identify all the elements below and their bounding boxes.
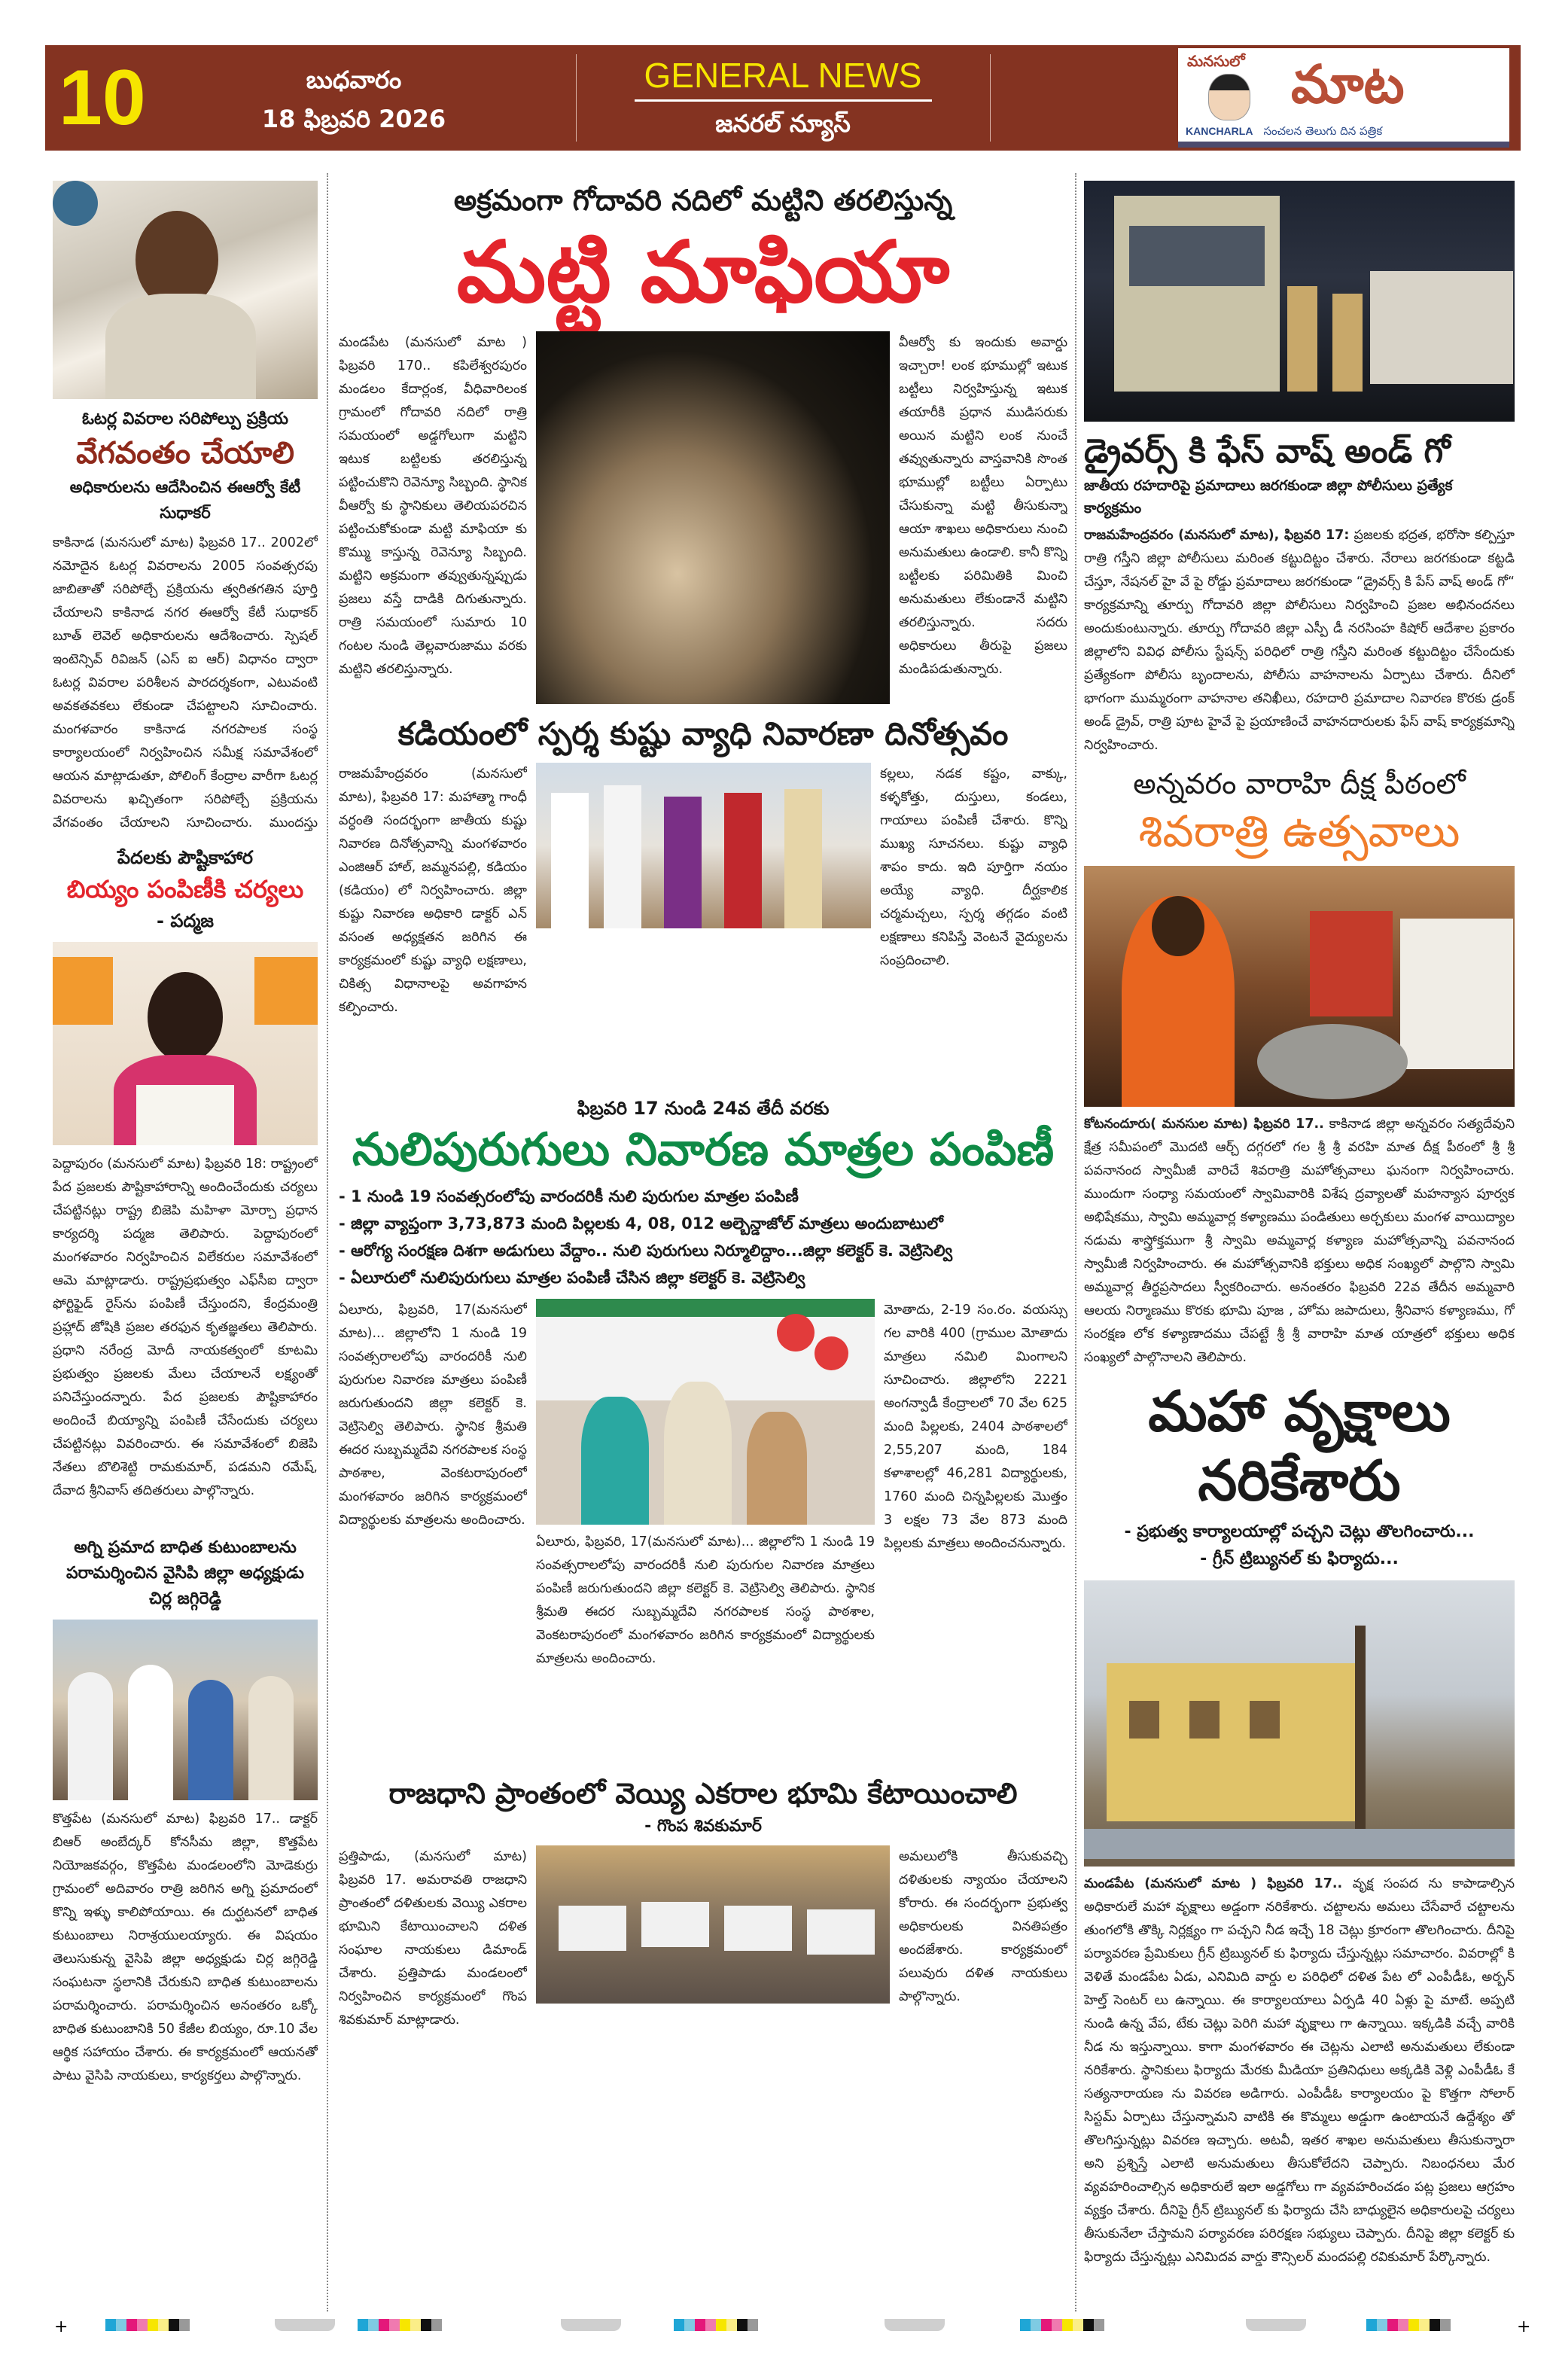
story-body: వీఆర్వో కు ఇందుకు అవార్డు ఇచ్చారా! లంక భూముల్లో ఇటుక బట్టీలు నిర్వహిస్తున్న ఇటుక తయారీకి ప్రధాన ముడిసరుకు అయిన మట్టిని లంక నుంచే తవ్వుతున్నారు వాస్తవానికి సొంత భూముల్లో బట్టీలు ఏర్పాటు చేసుకున్నా మట్టి తీసుకున్నా ఆయా శాఖలు అధికారులు నుంచి అనుమతులు ఉండాలి. కానీ కొన్ని బట్టీలకు పరిమితికి మించి అనుమతులు లేకుండానే మట్టిని తరలిస్తున్నారు. సదరు అధికారులు తీరుపై ప్రజలు మండిపడుతున్నారు.	[899, 335, 1067, 677]
gray-patch	[561, 2319, 621, 2331]
story-body: మండపేట (మనసులో మాట ) ఫిబ్రవరి 170.. కపిలేశ్వరపురం మండలం కేదార్లంక, వీధివారిలంక గ్రామంలో గోదావరి నదిలో రాత్రి సమయంలో అడ్డగోలుగా మట్టిని ఇటుక బట్టిలకు తరలిస్తున్న పట్టించుకొని రెవెన్యూ సిబ్బంది. స్థానిక వీఆర్వో కు స్థానికులు తెలియపరచిన పట్టించుకోకుండా మట్టి మాఫియా కు కొమ్ము కాస్తున్న రెవెన్యూ సిబ్బంది. మట్టిని అక్రమంగా తవ్వుతున్నప్పుడు ప్రజలు వస్తే దాడికి దిగుతున్నారు. రాత్రి సమయంలో సుమారు 10 గంటల నుండి తెల్లవారుజాము వరకు మట్టిని తరలిస్తున్నారు.	[339, 335, 527, 677]
highlight-item: - ఏలూరులో నులిపురుగులు మాత్రల పంపిణీ చేసిన జిల్లా కలెక్టర్ కె. వెట్రిసెల్వి	[339, 1269, 805, 1287]
story-highlights	[339, 1183, 1067, 1291]
story-subhead: అధికారులను ఆదేసించిన ఈఆర్వో కేటీ సుధాకర్	[69, 478, 301, 522]
gray-patch	[1246, 2319, 1306, 2331]
story-headline[interactable]: శివరాత్రి ఉత్సవాలు	[1138, 806, 1460, 857]
story-kicker: అన్నవరం వారాహి దీక్ష పీఠంలో	[1133, 767, 1466, 800]
story-body: పెద్దాపురం (మనసులో మాట) ఫిబ్రవరి 18: రాష్ట్రంలో పేద ప్రజలకు పౌష్టికాహారాన్ని అందించేందుకు చర్యలు చేపట్టినట్లు రాష్ట్ర బిజెపి మహిళా మోర్చా ప్రధాన కార్యదర్శి పద్మజ తెలిపారు. పెద్దాపురంలో మంగళవారం నిర్వహించిన విలేకరుల సమావేశంలో ఆమె మాట్లాడారు. రాష్ట్రప్రభుత్వం ఎఫ్‌సీఐ ద్వారా ఫోర్టిఫైడ్ రైస్‌ను పంపిణీ చేస్తుందని, కేంద్రమంత్రి ప్రహ్లాద్ జోషికి ప్రజల తరఫున కృతజ్ఞతలు తెలిపారు. ప్రధాని నరేంద్ర మోదీ నాయకత్వంలో కూటమి ప్రభుత్వం ప్రజలకు మేలు చేయాలనే లక్ష్యంతో పనిచేస్తుందన్నారు. పేద ప్రజలకు పౌష్టికాహారం అందించే బియ్యాన్ని పంపిణీ చేసేందుకు చర్యలు చేపట్టినట్లు వివరించారు. ఈ సమావేశంలో బిజెపి నేతలు బొలిశెట్టి రామకుమార్, పడమని రమేష్, దేవాద శ్రీనివాస్ తదితరులు పాల్గొన్నారు.	[53, 1156, 318, 1498]
logo-tagline: సంచలన తెలుగు దిన పత్రిక	[1263, 124, 1383, 138]
section-title-telugu: జనరల్ న్యూస్	[715, 109, 851, 138]
story-row	[339, 1845, 1067, 2311]
section-title	[595, 53, 971, 141]
story-body: ఏలూరు, ఫిబ్రవరి, 17(మనసులో మాట)... జిల్లాలోని 1 నుండి 19 సంవత్సరాలలోపు వారందరికీ నులి పురుగుల నివారణ మాత్రలు పంపిణీ జరుగుతుందని జిల్లా కలెక్టర్ కె. వెట్రిసెల్వి తెలిపారు. స్థానిక శ్రీమతి ఈదర సుబ్బమ్మదేవి నగరపాలక సంస్థ పాఠశాల, వెంకటరాపురంలో మంగళవారం జరిగిన కార్యక్రమంలో విద్యార్థులకు మాత్రలను అందించారు.	[339, 1303, 527, 1528]
story-subheads	[1084, 1519, 1515, 1573]
masthead-divider	[576, 54, 577, 142]
story-headline[interactable]	[1084, 1377, 1515, 1516]
story-body	[1084, 524, 1515, 757]
highlight-item: - 1 నుండి 19 సంవత్సరంలోపు వారందరికీ నులి పురుగుల మాత్రల పంపిణీ	[339, 1187, 799, 1205]
logo-main-text: మాట	[1291, 53, 1405, 115]
color-swatch-strip	[674, 2319, 758, 2331]
headline-line: నరికేశారు	[1198, 1449, 1401, 1513]
lead-headline[interactable]: మట్టి మాఫియా	[456, 224, 950, 321]
story-body: రాజమహేంద్రవరం (మనసులో మాట), ఫిబ్రవరి 17: మహాత్మా గాంధీ వర్ధంతి సందర్భంగా జాతీయ కుష్టు నివారణ దినోత్సవాన్ని మంగళవారం ఎంజిఆర్ హాల్, జమ్మనపల్లి, కడియం (కడియం) లో నిర్వహించారు. జిల్లా కుష్టు నివారణ అధికారి డాక్టర్ ఎన్ వసంత అధ్యక్షతన జరిగిన ఈ కార్యక్రమంలో కుష్టు వ్యాధి లక్షణాలు, చికిత్స విధానాలపై అవగాహన కల్పించారు.	[339, 766, 527, 1015]
lead-story-row	[339, 331, 1067, 704]
story-kicker: ఫిబ్రవరి 17 నుండి 24వ తేదీ వరకు	[577, 1098, 830, 1119]
founder-portrait-icon	[1208, 74, 1250, 120]
logo-brand: KANCHARLA	[1186, 125, 1253, 137]
color-swatch-strip	[1366, 2319, 1451, 2331]
story-text: వృక్ష సంపద ను కాపాడాల్సిన అధికారులే మహా వృక్షాలు అడ్డంగా నరికేశారు. చట్టాలను అమలు చేసేవారే చట్టాలను తుంగలోకి తొక్కి నిర్లక్ష్యం గా పచ్చని నీడ ఇచ్చే 18 చెట్లు క్రూరంగా తొలగించారు. దీనిపై పర్యావరణ ప్రేమికులు గ్రీన్ ట్రిబ్యునల్ కు ఫిర్యాదు చేస్తున్నట్లు సమాచారం. వివరాల్లో కి వెళితే మండపేట ఏడు, ఎనిమిది వార్డు ల పరిధిలో దళిత పేట లో ఎంపీడీఓ, అర్బన్ హెల్త్ సెంటర్ లు ఉన్నాయి. ఈ కార్యాలయాలు ఏర్పడి 40 ఏళ్లు పై మాటే. అప్పటి నుండి ఉన్న వేప, టేకు చెట్లు పెరిగి మహా వృక్షాలు గా ఉన్నాయి. ఇక్కడికి వచ్చే వారికి నీడ ను ఇస్తున్నాయి. కాగా మంగళవారం ఈ చెట్లను ఎలాటి అనుమతులు లేకుండా నరికేశారు. స్థానికులు ఫిర్యాదు మేరకు మీడియా ప్రతినిధులు అక్కడికి వెళ్లి ఎంపీడీఓ కే సత్యనారాయణ ను వివరణ అడిగారు. ఎంపీడీఓ కార్యాలయం పై కొత్తగా సోలార్ సిస్టమ్ ఏర్పాటు చేస్తున్నామని వాటికి ఈ కొమ్మలు అడ్డుగా ఉంటాయనే ఉద్దేశ్యం తో తొలగిస్తున్నట్లు వివరణ ఇచ్చారు. అటవీ, ఇతర శాఖల అనుమతులు తీసుకున్నారా అని ప్రశ్నిస్తే ఎలాటి అనుమతులు తీసుకోలేదని చెప్పారు. నిబంధనలు మేర వ్యవహరించాల్సిన అధికారులే ఇలా అడ్డగోలు గా వ్యవహరించడం పట్ల ప్రజలు ఆగ్రహం వ్యక్తం చేశారు. దీనిపై గ్రీన్ ట్రిబ్యునల్ కు ఫిర్యాదు చేసి బాధ్యులైన అధికారులపై చర్యలు తీసుకునేలా చేస్తామని పర్యావరణ పరిరక్షణ సభ్యులు చెప్పారు. దీనిపై జిల్లా కలెక్టర్ కు ఫిర్యాదు చేస్తున్నట్లు ఎనిమిదవ వార్డు కౌన్సిలర్ మందపల్లి రవికుమార్ పేర్కొన్నారు.	[1084, 1876, 1515, 2265]
sand-mining-photo	[536, 331, 890, 704]
story-body: ఏలూరు, ఫిబ్రవరి, 17(మనసులో మాట)... జిల్లాలోని 1 నుండి 19 సంవత్సరాలలోపు వారందరికీ నులి పురుగుల నివారణ మాత్రలు పంపిణీ జరుగుతుందని జిల్లా కలెక్టర్ కె. వెట్రిసెల్వి తెలిపారు. స్థానిక శ్రీమతి ఈదర సుబ్బమ్మదేవి నగరపాలక సంస్థ పాఠశాల, వెంకటరాపురంలో మంగళవారం జరిగిన కార్యక్రమంలో విద్యార్థులకు మాత్రలను అందించారు.	[536, 1534, 875, 1666]
story-dateline: మండపేట (మనసులో మాట ) ఫిబ్రవరి 17..	[1084, 1876, 1343, 1891]
color-swatch-strip	[105, 2319, 190, 2331]
story-row	[339, 763, 1067, 1089]
visit-photo	[53, 1620, 318, 1800]
color-swatch-strip	[1020, 2319, 1104, 2331]
left-column	[53, 181, 318, 2311]
masthead	[45, 45, 1521, 151]
weekday: బుధవారం	[306, 66, 402, 94]
story-subhead: - గ్రీన్ ట్రిబ్యునల్ కు ఫిర్యాదు...	[1200, 1550, 1399, 1568]
story-body: ప్రత్తిపాడు, (మనసులో మాట) ఫిబ్రవరి 17. అమరావతి రాజధాని ప్రాంతంలో దళితులకు వెయ్యి ఎకరాల భూమిని కేటాయించాలని దళిత సంఘాల నాయకులు డిమాండ్ చేశారు. ప్రత్తిపాడు మండలంలో నిర్వహించిన కార్యక్రమంలో గొంప శివకుమార్ మాట్లాడారు.	[339, 1849, 527, 2028]
story-headline[interactable]: కడియంలో స్పర్శ కుష్టు వ్యాధి నివారణా దినోత్సవం	[397, 715, 1009, 752]
story-author: - పద్మజ	[157, 910, 214, 931]
page-number: 10	[59, 54, 146, 142]
shivaratri-puja-photo	[1084, 866, 1515, 1107]
story-body: కాకినాడ (మనసులో మాట) ఫిబ్రవరి 17.. 2002లో నమోదైన ఓటర్ల వివరాలను 2005 సంవత్సరపు జాబితాతో సరిపోల్చే ప్రక్రియను త్వరితగతిన పూర్తి చేయాలని కాకినాడ నగర ఈఆర్వో కేటీ సుధాకర్ బూత్ లెవెల్ అధికారులను ఆదేశించారు. స్పెషల్ ఇంటెన్సివ్ రివిజన్ (ఎస్ ఐ ఆర్) విధానం ద్వారా ఓటర్ల వివరాల పరిశీలన పారదర్శకంగా, ఎటువంటి అవకతవకలు లేకుండా చేపట్టాలని సూచించారు. మంగళవారం కాకినాడ నగరపాలక సంస్థ కార్యాలయంలో నిర్వహించిన సమీక్ష సమావేశంలో ఆయన మాట్లాడుతూ, పోలింగ్ కేంద్రాల వారీగా ఓటర్ల వివరాలను ఖచ్చితంగా సరిపోల్చే ప్రక్రియను వేగవంతం చేయాలని సూచించారు. ముందస్తు	[53, 535, 318, 830]
protest-photo	[536, 1845, 890, 2004]
story-headline[interactable]: అగ్ని ప్రమాద బాధిత కుటుంబాలను పరామర్శించిన వైసిపి జిల్లా అధ్యక్షుడు చిర్ల జగ్గిరెడ్డి	[65, 1538, 305, 1608]
story-body: కొత్తపేట (మనసులో మాట) ఫిబ్రవరి 17.. డాక్టర్ బిఆర్ అంబేద్కర్ కోనసీమ జిల్లా, కొత్తపేట నియోజకవర్గం, కొత్తపేట మండలంలోని మోడెకుర్రు గ్రామంలో అదివారం రాత్రి జరిగిన అగ్ని ప్రమాదంలో కొన్ని ఇళ్ళు కాలిపోయాయి. ఈ దుర్ఘటనలో బాధిత కుటుంబాలు నిరాశ్రయులయ్యారు. ఈ విషయం తెలుసుకున్న వైసిపి జిల్లా అధ్యక్షుడు చిర్ల జగ్గిరెడ్డి సంఘటనా స్థలానికి చేరుకుని బాధిత కుటుంబాలను పరామర్శించారు. పరామర్శించిన అనంతరం ఒక్కో బాధిత కుటుంబానికి 50 కేజీల బియ్యం, రూ.10 వేల ఆర్థిక సహాయం చేశారు. ఈ కార్యక్రమంలో ఆయనతో పాటు వైసిపి నాయకులు, కార్యకర్తలు పాల్గొన్నారు.	[53, 1812, 318, 2083]
issue-date: 18 ఫిబ్రవరి 2026	[261, 105, 446, 133]
story-body	[1084, 1113, 1515, 1370]
right-column	[1084, 181, 1515, 2311]
tablet-distribution-photo	[536, 1299, 875, 1525]
print-color-bar	[0, 2319, 1556, 2334]
felled-trees-photo	[1084, 1580, 1515, 1867]
color-swatch-strip	[358, 2319, 442, 2331]
center-column	[339, 181, 1067, 2311]
column-divider	[1075, 173, 1076, 2311]
issue-dates	[230, 60, 478, 139]
masthead-divider	[990, 54, 991, 142]
gray-patch	[885, 2319, 945, 2331]
story-subhead: - ప్రభుత్వ కార్యాలయాల్లో పచ్చని చెట్లు తొలగించారు...	[1124, 1522, 1475, 1541]
highlight-item: - ఆరోగ్య సంరక్షణ దిశగా అడుగులు వేద్దాం.. నులి పురుగులు నిర్మూలిద్దాం...జిల్లా కలెక్టర్ కె. వెట్రిసెల్వి	[339, 1242, 953, 1260]
registration-mark-icon: +	[1517, 2318, 1531, 2336]
story-author: - గొంప శివకుమార్	[644, 1817, 762, 1836]
story-dateline: కోటనందూరు( మనసుల మాట) ఫిబ్రవరి 17..	[1084, 1117, 1324, 1132]
awareness-event-photo	[536, 763, 871, 928]
story-headline[interactable]: బియ్యం పంపిణీకి చర్యలు	[66, 875, 304, 904]
police-checkpoint-photo	[1084, 181, 1515, 422]
story-body	[1084, 1873, 1515, 2311]
story-text: కాకినాడ జిల్లా అన్నవరం సత్యదేవుని క్షేత్ర సమీపంలో మొదటి ఆర్చ్ దగ్గరలో గల శ్రీ శ్రీ వరహి మాత దీక్ష పీఠంలో శ్రీ శ్రీ పవనానంద స్వామీజీ వారిచే శివరాత్రి మహోత్సవాలు ఘనంగా నిర్వహించారు. ముందుగా సంధ్యా సమయంలో స్వామివారికి విశేష ద్రవ్యాలతో మహన్యాస పూర్వక అభిషేకము, స్వామి అమ్మవార్ల కళ్యాణము పండితులు అర్చకులు మంగళ వాయిద్యాల నడుమ శాస్త్రోక్తముగా శ్రీ స్వామి అమ్మవార్ల కళ్యాణ మహోత్సవాన్ని పవనానంద స్వామీజీ నిర్వహించారు. ఈ మహోత్సవానికి భక్తులు అధిక సంఖ్యలో పాల్గొని స్వామి అమ్మవార్ల తీర్థప్రసాదలు స్వీకరించారు. అనంతరం ఫిబ్రవరి 22వ తేదీన అమ్మవారి ఆలయ నిర్మాణము కొరకు భూమి పూజ , హోమ జపాదులు, శ్రీనివాస కళ్యాణము, గో సంరక్షణ లోక కళ్యాణాదము చేపట్టే శ్రీ శ్రీ వారాహి మాత యాత్రలో భక్తులు అధిక సంఖ్యలో పాల్గొనాలని తెలిపారు.	[1084, 1117, 1515, 1365]
story-text: ప్రజలకు భద్రత, భరోసా కల్పిస్తూ రాత్రి గస్తీని జిల్లా పోలీసులు మరింత కట్టుదిట్టం చేశారు. నేరాలు జరగకుండా కట్టడి చేస్తూ, నేషనల్ హై వే పై రోడ్డు ప్రమాదాలు జరగకుండా “డ్రైవర్స్ కి పేస్ వాష్ అండ్ గో“ కార్యక్రమాన్ని తూర్పు గోదావరి జిల్లా పోలీసులు నిర్వహించి ప్రజల అభినందనలు అందుకుంటున్నారు. తూర్పు గోదావరి జిల్లా ఎస్పీ డీ నరసింహ కిషోర్ ఆదేశాల ప్రకారం జిల్లాలోని వివిధ పోలీసు స్టేషన్స్ పరిధిలో రాత్రి గస్తీని మరింత కట్టుదిట్టం చేసేందుకు ప్రత్యేకంగా పోలీసు బృందాలను, పోలీసు వాహనాలను ఏర్పాటు చేశారు. దీనిలో భాగంగా ముమ్మరంగా వాహనాల తనిఖీలు, రహదారి ప్రమాదాల నివారణ కొరకు డ్రంక్ అండ్ డ్రైవ్, రాత్రి పూట హైవే పై ప్రయాణించే వాహనదారులకు ఫేస్ వాష్ కార్యక్రమాన్ని నిర్వహించారు.	[1084, 528, 1515, 753]
logo-small-text: మనసులో	[1187, 52, 1245, 70]
story-caption: ఓటర్ల వివరాల సరిపోల్పు ప్రక్రియ	[81, 410, 289, 428]
lead-kicker: అక్రమంగా గోదావరి నదిలో మట్టిని తరలిస్తున్న	[453, 184, 953, 217]
column-divider	[327, 173, 328, 2311]
story-row	[339, 1299, 1067, 1766]
story-subhead: జాతీయ రహదారిపై ప్రమాదాలు జరగకుండా జిల్లా పోలీసులు ప్రత్యేక కార్యక్రమం	[1084, 477, 1453, 517]
highlight-item: - జిల్లా వ్యాప్తంగా 3,73,873 మంది పిల్లలకు 4, 08, 012 అల్బెన్డాజోల్ మాత్రలు అందుబాటులో	[339, 1214, 943, 1233]
story-dateline: రాజమహేంద్రవరం (మనసులో మాట), ఫిబ్రవరి 17:	[1084, 528, 1350, 543]
headline-line: మహా వృక్షాలు	[1148, 1379, 1451, 1444]
story-caption: పేదలకు పౌష్టికాహార	[117, 847, 254, 868]
speaker-photo	[53, 942, 318, 1145]
section-title-english: GENERAL NEWS	[644, 56, 922, 95]
section-title-rule	[635, 99, 932, 102]
story-body: అమలులోకి తీసుకువచ్చి దళితులకు న్యాయం చేయాలని కోరారు. ఈ సందర్భంగా ప్రభుత్వ అధికారులకు వినతిపత్రం అందజేశారు. కార్యక్రమంలో పలువురు దళిత నాయకులు పాల్గొన్నారు.	[899, 1849, 1067, 2004]
officer-photo	[53, 181, 318, 399]
registration-mark-icon: +	[54, 2318, 69, 2336]
story-headline[interactable]: వేగవంతం చేయాలి	[76, 435, 294, 471]
story-headline[interactable]: డ్రైవర్స్ కి ఫేస్ వాష్ అండ్ గో	[1084, 432, 1451, 471]
newspaper-logo[interactable]	[1178, 48, 1509, 148]
story-body: కల్లలు, నడక కష్టం, వాక్కు, కళ్ళకోత్తు, దుస్తులు, కండలు, గాయాలు పంపిణీ చేశారు. కొన్ని ముఖ్య సూచనలు. కుష్టు వ్యాధి శాపం కాదు. ఇది పూర్తిగా నయం అయ్యే వ్యాధి. దీర్ఘకాలిక చర్మమచ్చలు, స్పర్శ తగ్గడం వంటి లక్షణాలు కనిపిస్తే వెంటనే వైద్యులను సంప్రదించాలి.	[880, 766, 1067, 968]
logo-footer	[1186, 123, 1502, 139]
gray-patch	[275, 2319, 335, 2331]
photo-and-continuation	[536, 1299, 875, 1766]
story-headline[interactable]: నులిపురుగులు నివారణ మాత్రల పంపిణీ	[352, 1123, 1055, 1176]
story-headline[interactable]: రాజధాని ప్రాంతంలో వెయ్యి ఎకరాల భూమి కేటాయించాలి	[388, 1776, 1018, 1810]
story-body: మోతాదు, 2-19 సం.రం. వయస్సు గల వారికి 400 (గ్రాముల మోతాదు మాత్రలు నమిలి మింగాలని సూచించారు. జిల్లాలోని 2221 అంగన్వాడీ కేంద్రాలలో 70 వేల 625 మంది పిల్లలకు, 2404 పాఠశాలలో 2,55,207 మంది, 184 కళాశాలల్లో 46,281 విద్యార్థులకు, 1760 మంది చిన్నపిల్లలకు మొత్తం 3 లక్షల 73 వేల 873 మంది పిల్లలకు మాత్రలు అందించనున్నారు.	[884, 1303, 1067, 1551]
